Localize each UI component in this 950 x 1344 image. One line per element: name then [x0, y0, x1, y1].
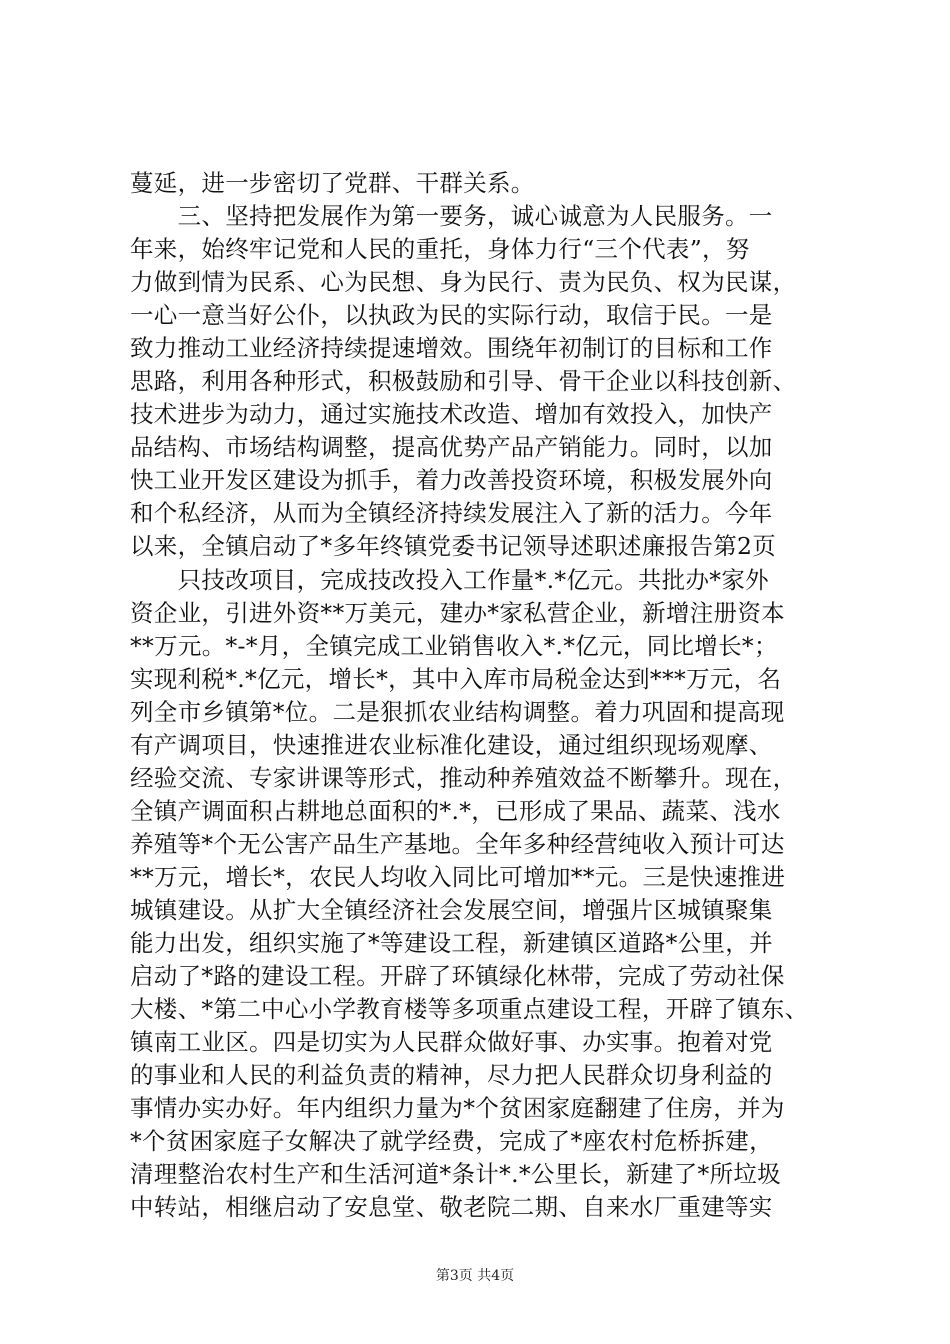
text-line: 能力出发，组织实施了*等建设工程，新建镇区道路*公里，并 — [130, 929, 773, 957]
text-line: 全镇产调面积占耕地总面积的*.*，已形成了果品、蔬菜、浅水 — [130, 797, 781, 825]
text-line: **万元。*-*月，全镇完成工业销售收入*.*亿元，同比增长*； — [130, 632, 778, 660]
text-line: 致力推动工业经济持续提速增效。围绕年初制订的目标和工作 — [130, 334, 773, 362]
text-line: 品结构、市场结构调整，提高优势产品产销能力。同时，以加 — [130, 433, 773, 461]
text-line: 实现利税*.*亿元，增长*，其中入库市局税金达到***万元，名 — [130, 665, 782, 693]
text-line: 一心一意当好公仆，以执政为民的实际行动，取信于民。一是 — [130, 301, 773, 329]
text-line: 的事业和人民的利益负责的精神，尽力把人民群众切身利益的 — [130, 1061, 773, 1089]
text-line: 经验交流、专家讲课等形式，推动种养殖效益不断攀升。现在， — [130, 764, 797, 792]
paragraph-block-2 — [130, 564, 820, 1224]
text-line: 养殖等*个无公害产品生产基地。全年多种经营纯收入预计可达 — [130, 830, 785, 858]
text-line: 蔓延，进一步密切了党群、干群关系。 — [130, 169, 535, 197]
page-footer: 第3页 共4页 — [435, 1268, 515, 1284]
text-line: 快工业开发区建设为抓手，着力改善投资环境，积极发展外向 — [130, 466, 773, 494]
text-line: 技术进步为动力，通过实施技术改造、增加有效投入，加快产 — [130, 400, 773, 428]
text-line: 年来，始终牢记党和人民的重托，身体力行“三个代表”，努 — [130, 235, 750, 263]
text-line: **万元，增长*，农民人均收入同比可增加**元。三是快速推进 — [130, 863, 786, 891]
text-line: *个贫困家庭子女解决了就学经费，完成了*座农村危桥拆建， — [130, 1127, 773, 1155]
text-line: 有产调项目，快速推进农业标准化建设，通过组织现场观摩、 — [130, 731, 773, 759]
text-line: 只技改项目，完成技改投入工作量*.*亿元。共批办*家外 — [130, 566, 769, 594]
text-line: 镇南工业区。四是切实为人民群众做好事、办实事。抱着对党 — [130, 1028, 773, 1056]
text-line: 城镇建设。从扩大全镇经济社会发展空间，增强片区城镇聚集 — [130, 896, 773, 924]
text-line: 以来，全镇启动了*多年终镇党委书记领导述职述廉报告第2页 — [130, 532, 777, 560]
text-line: 清理整治农村生产和生活河道*条计*.*公里长，新建了*所垃圾 — [130, 1160, 781, 1188]
text-line: 启动了*路的建设工程。开辟了环镇绿化林带，完成了劳动社保 — [130, 962, 785, 990]
text-line: 中转站，相继启动了安息堂、敬老院二期、自来水厂重建等实 — [130, 1193, 773, 1221]
text-line: 三、坚持把发展作为第一要务，诚心诚意为人民服务。一 — [130, 202, 773, 230]
text-line: 列全市乡镇第*位。二是狠抓农业结构调整。着力巩固和提高现 — [130, 698, 785, 726]
text-line: 和个私经济，从而为全镇经济持续发展注入了新的活力。今年 — [130, 499, 773, 527]
paragraph-block-1 — [130, 167, 820, 563]
text-line: 思路，利用各种形式，积极鼓励和引导、骨干企业以科技创新、 — [130, 367, 797, 395]
text-line: 大楼、*第二中心小学教育楼等多项重点建设工程，开辟了镇东、 — [130, 995, 809, 1023]
text-line: 资企业，引进外资**万美元，建办*家私营企业，新增注册资本 — [130, 599, 785, 627]
text-line: 力做到情为民系、心为民想、身为民行、责为民负、权为民谋， — [130, 268, 797, 296]
text-line: 事情办实办好。年内组织力量为*个贫困家庭翻建了住房，并为 — [130, 1094, 785, 1122]
